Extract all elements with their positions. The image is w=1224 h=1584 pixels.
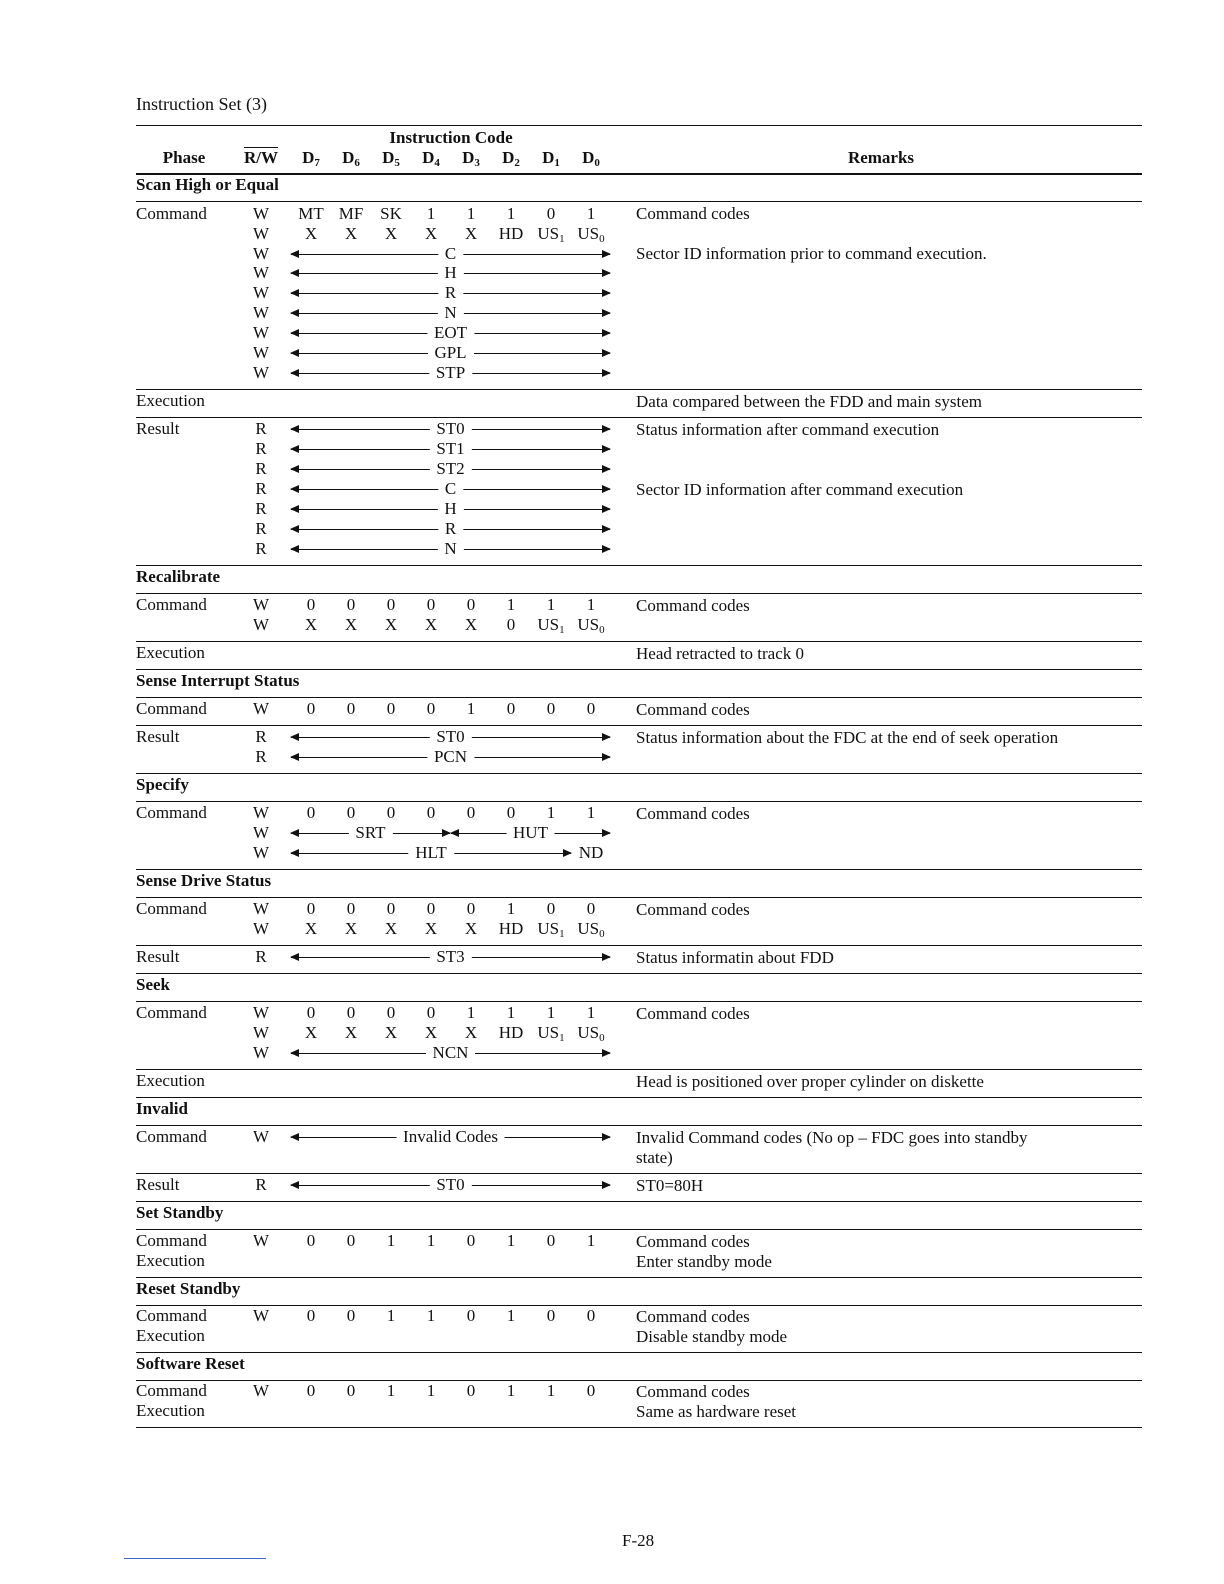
bit-d5: 0: [386, 699, 396, 718]
bit-nd: ND: [578, 843, 604, 862]
phase-result: Result: [136, 947, 180, 966]
bit-d7: X: [304, 1023, 318, 1042]
bit-d4: X: [424, 919, 438, 938]
section-title-specify: Specify: [136, 775, 189, 794]
bit-d1: 1: [546, 1381, 556, 1400]
field-label: ST3: [429, 947, 471, 967]
bit-d2: 0: [506, 699, 516, 718]
bit-d4: 0: [426, 595, 436, 614]
field-arrow: [291, 947, 610, 967]
header-d1: $D_1$: [542, 148, 560, 169]
section-title-seek: Seek: [136, 975, 170, 994]
bit-d0: 0: [586, 899, 596, 918]
section-title-invalid: Invalid: [136, 1099, 188, 1118]
bit-d3: 1: [466, 699, 476, 718]
field-label: SRT: [348, 823, 392, 843]
rule: [136, 897, 1142, 898]
remark: Status informatin about FDD: [636, 948, 834, 967]
field-arrow: [291, 323, 610, 343]
rw-cell: W: [252, 224, 270, 243]
bit-d6: 0: [346, 1381, 356, 1400]
bit-d6: 0: [346, 595, 356, 614]
phase-command: Command: [136, 899, 207, 918]
bit-d5: 1: [386, 1231, 396, 1250]
rw-cell: R: [255, 439, 267, 458]
bit-d0: 1: [586, 1003, 596, 1022]
rule: [136, 389, 1142, 390]
bit-d0: 0: [586, 1306, 596, 1325]
bit-d6: 0: [346, 1306, 356, 1325]
rule-header-bottom: [136, 173, 1142, 175]
phase-execution: Execution: [136, 1401, 205, 1420]
bit-d3: X: [464, 919, 478, 938]
rule: [136, 945, 1142, 946]
bit-d6: 0: [346, 899, 356, 918]
bit-d1: 1: [546, 595, 556, 614]
section-title-recalibrate: Recalibrate: [136, 567, 221, 586]
field-label: HLT: [408, 843, 454, 863]
bit-d2: 0: [506, 803, 516, 822]
rule: [136, 669, 1142, 670]
bit-d2: 0: [506, 615, 516, 634]
rw-cell: W: [252, 1023, 270, 1042]
remark: ST0=80H: [636, 1176, 704, 1195]
rw-cell: W: [252, 823, 270, 842]
bit-d1: $US_1$: [537, 615, 565, 636]
phase-execution: Execution: [136, 1251, 205, 1270]
bit-d5: X: [384, 224, 398, 243]
bit-d4: X: [424, 1023, 438, 1042]
field-label: ST0: [429, 727, 471, 747]
remark: Command codes: [636, 1307, 750, 1326]
bit-d2: 1: [506, 1231, 516, 1250]
bit-d4: X: [424, 615, 438, 634]
field-label: ST2: [429, 459, 471, 479]
remark: Data compared between the FDD and main system: [636, 392, 983, 411]
bit-d1: 0: [546, 699, 556, 718]
rw-cell: R: [255, 479, 267, 498]
bit-d7: 0: [306, 1381, 316, 1400]
field-label: C: [438, 244, 463, 264]
section-title-software-reset: Software Reset: [136, 1354, 245, 1373]
field-label: C: [438, 479, 463, 499]
rule: [136, 641, 1142, 642]
remark: Command codes: [636, 1382, 750, 1401]
bit-d3: 0: [466, 899, 476, 918]
remark: Command codes: [636, 804, 750, 823]
remark: Status information about the FDC at the end of seek operation: [636, 728, 1059, 747]
rule: [136, 869, 1142, 870]
remark: Head retracted to track 0: [636, 644, 805, 663]
field-label: HUT: [506, 823, 555, 843]
rw-cell: W: [252, 1306, 270, 1325]
bit-d3: 1: [466, 204, 476, 223]
field-arrow: [291, 419, 610, 439]
field-arrow: [291, 283, 610, 303]
bit-d6: X: [344, 615, 358, 634]
bit-d1: $US_1$: [537, 224, 565, 245]
rule: [136, 417, 1142, 418]
bit-d3: 1: [466, 1003, 476, 1022]
remark: Command codes: [636, 1232, 750, 1251]
rule: [136, 1173, 1142, 1174]
bit-d6: 0: [346, 1003, 356, 1022]
rw-cell: R: [255, 947, 267, 966]
remark: Sector ID information prior to command execution.: [636, 244, 987, 263]
rule: [136, 801, 1142, 802]
bit-d2: 1: [506, 1306, 516, 1325]
phase-command: Command: [136, 699, 207, 718]
bit-d0: $US_0$: [577, 615, 605, 636]
bit-d3: X: [464, 224, 478, 243]
bit-d7: 0: [306, 595, 316, 614]
section-title-reset-standby: Reset Standby: [136, 1279, 241, 1298]
bit-d5: X: [384, 919, 398, 938]
rule: [136, 593, 1142, 594]
field-arrow: [291, 539, 610, 559]
bit-d0: 0: [586, 1381, 596, 1400]
phase-result: Result: [136, 419, 180, 438]
field-arrow: [291, 343, 610, 363]
field-label: EOT: [427, 323, 474, 343]
remark: Disable standby mode: [636, 1327, 788, 1346]
rule: [136, 1277, 1142, 1278]
phase-command: Command: [136, 595, 207, 614]
phase-command: Command: [136, 1127, 207, 1146]
bit-d7: 0: [306, 803, 316, 822]
bit-d5: 0: [386, 595, 396, 614]
bit-d1: 0: [546, 899, 556, 918]
phase-command: Command: [136, 1231, 207, 1250]
rw-cell: W: [252, 1231, 270, 1250]
bit-d0: 0: [586, 699, 596, 718]
bit-d2: 1: [506, 204, 516, 223]
field-arrow: [291, 499, 610, 519]
field-label: ST0: [429, 419, 471, 439]
bit-d6: 0: [346, 699, 356, 718]
field-label: GPL: [427, 343, 473, 363]
bit-d2: 1: [506, 899, 516, 918]
bit-d6: 0: [346, 1231, 356, 1250]
rule: [136, 973, 1142, 974]
bit-d0: $US_0$: [577, 224, 605, 245]
bit-d5: 0: [386, 899, 396, 918]
field-arrow: [291, 303, 610, 323]
rule-bottom: [136, 1427, 1142, 1428]
bit-d4: 1: [426, 1306, 436, 1325]
bit-d4: 1: [426, 204, 436, 223]
rule: [136, 1125, 1142, 1126]
bit-d1: $US_1$: [537, 1023, 565, 1044]
bit-d6: MF: [338, 204, 364, 223]
bit-d5: 1: [386, 1381, 396, 1400]
field-label: N: [437, 539, 463, 559]
rw-cell: W: [252, 303, 270, 322]
bit-d1: $US_1$: [537, 919, 565, 940]
header-d2: $D_2$: [502, 148, 520, 169]
field-arrow-hlt: [291, 843, 571, 863]
rw-cell: W: [252, 283, 270, 302]
bit-d3: 0: [466, 803, 476, 822]
bit-d5: 1: [386, 1306, 396, 1325]
rw-cell: W: [252, 1003, 270, 1022]
rule: [136, 1352, 1142, 1353]
bit-d3: 0: [466, 1306, 476, 1325]
field-label: PCN: [427, 747, 474, 767]
phase-command: Command: [136, 803, 207, 822]
bit-d5: X: [384, 1023, 398, 1042]
bit-d2: HD: [498, 224, 524, 243]
rw-cell: W: [252, 1127, 270, 1146]
bit-d1: 0: [546, 1231, 556, 1250]
bit-d3: X: [464, 1023, 478, 1042]
bit-d1: 1: [546, 1003, 556, 1022]
field-label: R: [438, 519, 463, 539]
bit-d2: 1: [506, 595, 516, 614]
rule: [136, 1001, 1142, 1002]
header-d7: $D_7$: [302, 148, 320, 169]
bit-d7: 0: [306, 1231, 316, 1250]
rule: [136, 697, 1142, 698]
rw-cell: W: [252, 1381, 270, 1400]
field-arrow: [291, 363, 610, 383]
section-title-sense-drive-status: Sense Drive Status: [136, 871, 272, 890]
bit-d0: 1: [586, 803, 596, 822]
field-arrow: [291, 1175, 610, 1195]
rule: [136, 1380, 1142, 1381]
phase-command: Command: [136, 1003, 207, 1022]
rule: [136, 201, 1142, 202]
header-phase: Phase: [162, 148, 206, 167]
bit-d3: 0: [466, 595, 476, 614]
bit-d1: 1: [546, 803, 556, 822]
rw-cell: W: [252, 615, 270, 634]
section-title-sense-interrupt-status: Sense Interrupt Status: [136, 671, 300, 690]
rw-cell: W: [252, 363, 270, 382]
phase-execution: Execution: [136, 391, 205, 410]
bit-d7: X: [304, 919, 318, 938]
rw-cell: W: [252, 699, 270, 718]
bit-d7: 0: [306, 699, 316, 718]
remark: Head is positioned over proper cylinder on diskette: [636, 1072, 984, 1091]
bit-d0: $US_0$: [577, 1023, 605, 1044]
bit-d4: 1: [426, 1381, 436, 1400]
rw-cell: R: [255, 499, 267, 518]
rw-cell: R: [255, 539, 267, 558]
header-d4: $D_4$: [422, 148, 440, 169]
rw-cell: R: [255, 747, 267, 766]
rw-cell: W: [252, 263, 270, 282]
phase-execution: Execution: [136, 1326, 205, 1345]
bit-d0: 1: [586, 204, 596, 223]
rw-cell: W: [252, 595, 270, 614]
phase-result: Result: [136, 1175, 180, 1194]
header-d5: $D_5$: [382, 148, 400, 169]
bit-d7: 0: [306, 899, 316, 918]
field-arrow: [291, 479, 610, 499]
rw-cell: W: [252, 204, 270, 223]
bit-d5: X: [384, 615, 398, 634]
phase-execution: Execution: [136, 643, 205, 662]
header-d0: $D_0$: [582, 148, 600, 169]
rw-cell: W: [252, 323, 270, 342]
rule: [136, 1229, 1142, 1230]
bit-d2: HD: [498, 919, 524, 938]
header-instruction-code: Instruction Code: [389, 128, 513, 147]
bit-d5: SK: [380, 204, 402, 223]
field-arrow: [291, 727, 610, 747]
rule: [136, 1097, 1142, 1098]
remark: Command codes: [636, 204, 750, 223]
rw-cell: W: [252, 919, 270, 938]
rw-cell: W: [252, 843, 270, 862]
field-arrow: [291, 747, 610, 767]
bit-d4: 0: [426, 899, 436, 918]
remark: Same as hardware reset: [636, 1402, 797, 1421]
bit-d4: 1: [426, 1231, 436, 1250]
rule: [136, 1305, 1142, 1306]
bit-d7: 0: [306, 1306, 316, 1325]
page-number: F-28: [622, 1531, 655, 1550]
bit-d7: 0: [306, 1003, 316, 1022]
field-label: H: [437, 499, 463, 519]
rw-cell: W: [252, 343, 270, 362]
field-label: N: [437, 303, 463, 323]
rw-cell: R: [255, 459, 267, 478]
bit-d6: 0: [346, 803, 356, 822]
remark: state): [636, 1148, 673, 1167]
remark: Command codes: [636, 700, 750, 719]
field-arrow-hut: [451, 823, 610, 843]
bit-d7: X: [304, 615, 318, 634]
bit-d3: 0: [466, 1381, 476, 1400]
phase-command: Command: [136, 1306, 207, 1325]
rw-cell: W: [252, 244, 270, 263]
field-arrow: [291, 439, 610, 459]
bit-d1: 0: [546, 204, 556, 223]
rw-cell: W: [252, 1043, 270, 1062]
bit-d2: 1: [506, 1381, 516, 1400]
field-arrow: [291, 244, 610, 264]
bit-d2: 1: [506, 1003, 516, 1022]
field-label: R: [438, 283, 463, 303]
remark: Command codes: [636, 1004, 750, 1023]
rw-cell: R: [255, 1175, 267, 1194]
rule-top: [136, 125, 1142, 126]
bit-d4: 0: [426, 1003, 436, 1022]
header-d6: $D_6$: [342, 148, 360, 169]
bit-d4: X: [424, 224, 438, 243]
phase-execution: Execution: [136, 1071, 205, 1090]
bit-d3: X: [464, 615, 478, 634]
rw-cell: R: [255, 419, 267, 438]
bit-d0: 1: [586, 1231, 596, 1250]
field-arrow: [291, 263, 610, 283]
bit-d6: X: [344, 919, 358, 938]
header-remarks: Remarks: [847, 148, 915, 167]
remark: Command codes: [636, 596, 750, 615]
bit-d5: 0: [386, 1003, 396, 1022]
field-label: ST0: [429, 1175, 471, 1195]
field-arrow-srt: [291, 823, 450, 843]
rw-cell: R: [255, 519, 267, 538]
header-d3: $D_3$: [462, 148, 480, 169]
bit-d4: 0: [426, 699, 436, 718]
remark: Enter standby mode: [636, 1252, 772, 1271]
bit-d4: 0: [426, 803, 436, 822]
rw-cell: W: [252, 803, 270, 822]
section-title-scan-high-or-equal: Scan High or Equal: [136, 175, 279, 194]
phase-command: Command: [136, 1381, 207, 1400]
rule: [136, 725, 1142, 726]
rule: [136, 773, 1142, 774]
bit-d7: MT: [298, 204, 324, 223]
field-label: H: [437, 263, 463, 283]
phase-result: Result: [136, 727, 180, 746]
page-title: Instruction Set (3): [136, 94, 267, 114]
remark: Invalid Command codes (No op – FDC goes into standby: [636, 1128, 1028, 1147]
rw-cell: R: [255, 727, 267, 746]
bit-d0: 1: [586, 595, 596, 614]
field-label: STP: [429, 363, 472, 383]
field-arrow: [291, 1043, 610, 1063]
remark: Sector ID information after command execution: [636, 480, 964, 499]
field-arrow: [291, 459, 610, 479]
bit-d3: 0: [466, 1231, 476, 1250]
field-label: NCN: [426, 1043, 476, 1063]
bit-d2: HD: [498, 1023, 524, 1042]
bit-d6: X: [344, 1023, 358, 1042]
rule: [136, 565, 1142, 566]
rule: [136, 1201, 1142, 1202]
bit-d5: 0: [386, 803, 396, 822]
header-rw: R/W: [244, 148, 278, 167]
rule: [136, 1069, 1142, 1070]
section-title-set-standby: Set Standby: [136, 1203, 224, 1222]
field-label: Invalid Codes: [396, 1127, 505, 1147]
field-arrow: [291, 1127, 610, 1147]
remark: Command codes: [636, 900, 750, 919]
field-label: ST1: [429, 439, 471, 459]
rw-cell: W: [252, 899, 270, 918]
bit-d1: 0: [546, 1306, 556, 1325]
remark: Status information after command execution: [636, 420, 940, 439]
bit-d6: X: [344, 224, 358, 243]
field-arrow: [291, 519, 610, 539]
bit-d0: $US_0$: [577, 919, 605, 940]
bit-d7: X: [304, 224, 318, 243]
footer-rule: [124, 1558, 266, 1559]
phase-command: Command: [136, 204, 207, 223]
